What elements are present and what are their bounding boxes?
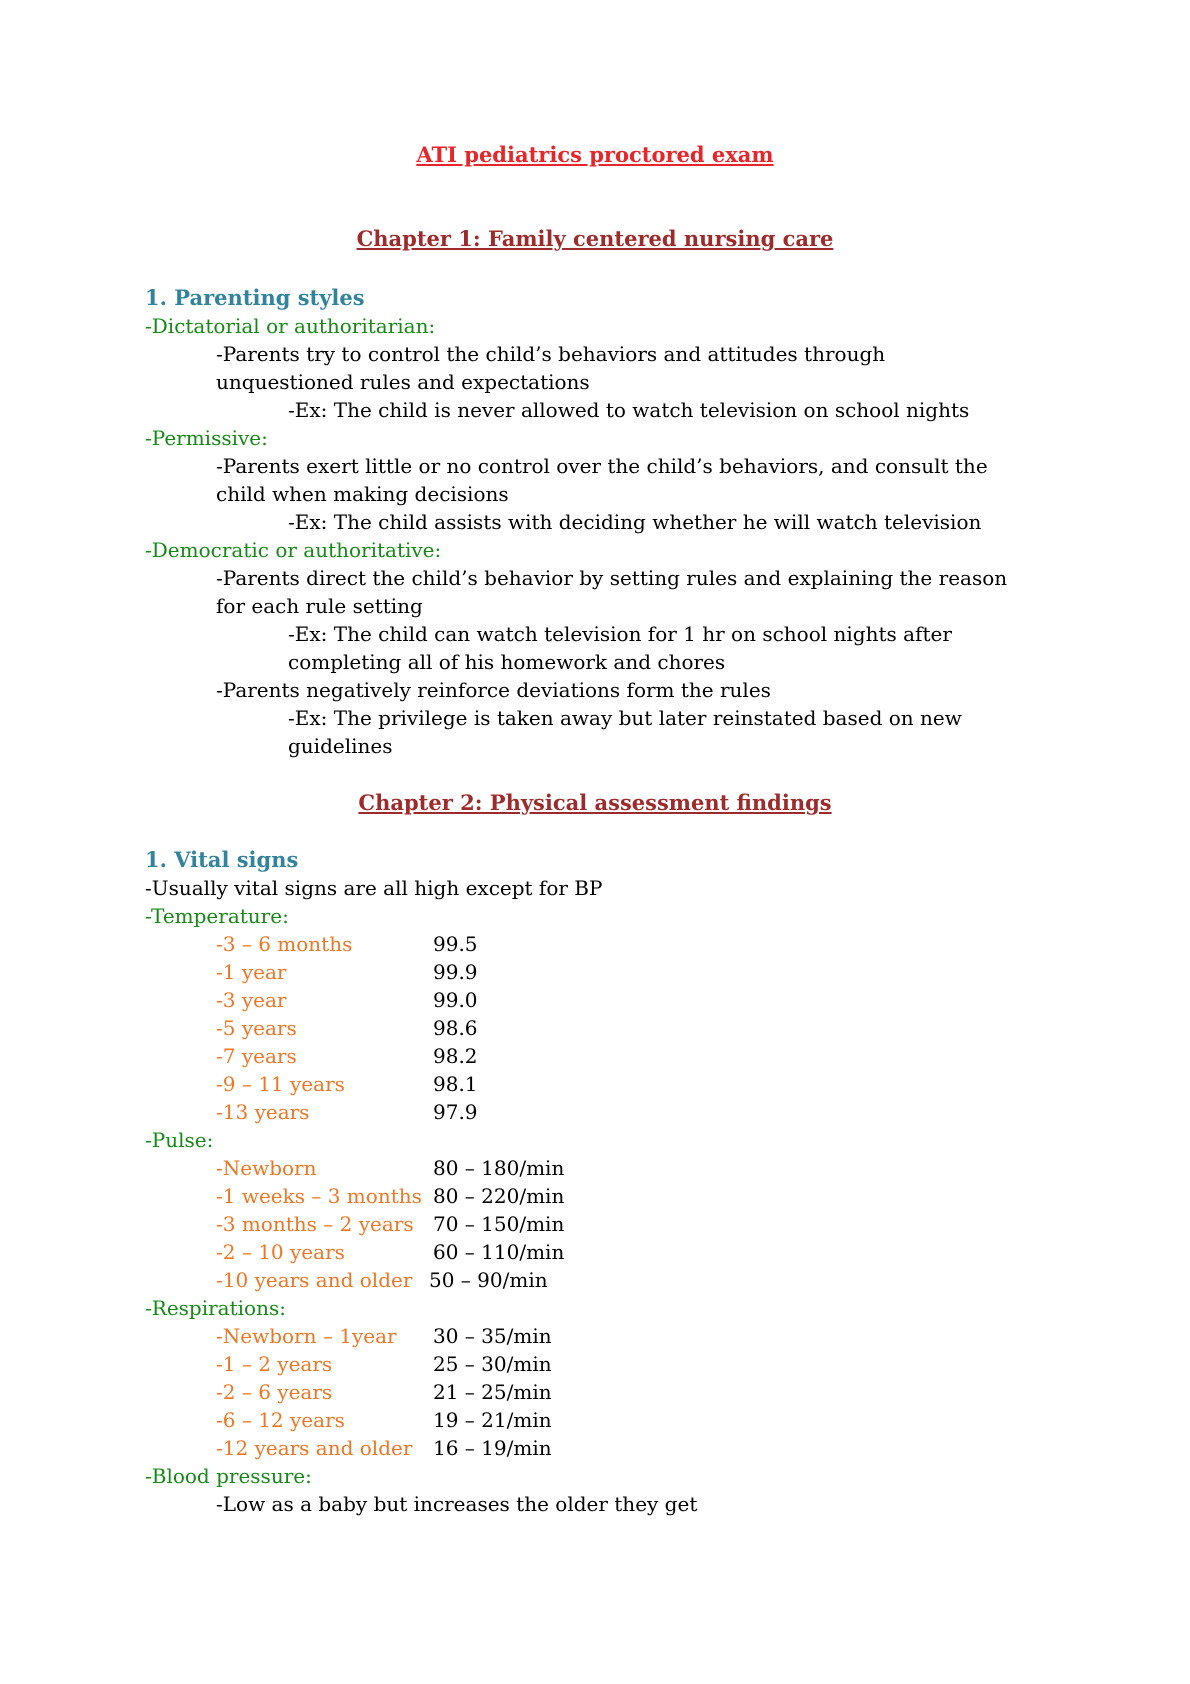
age-range-label: -2 – 6 years bbox=[216, 1380, 333, 1404]
age-range-label: -1 weeks – 3 months bbox=[216, 1184, 422, 1208]
vital-value: 70 – 150/min bbox=[433, 1212, 565, 1236]
vital-value: 60 – 110/min bbox=[433, 1240, 565, 1264]
vital-signs-note: -Usually vital signs are all high except for BP bbox=[145, 876, 603, 900]
age-range-label: -5 years bbox=[216, 1016, 297, 1040]
style-desc-line: -Parents exert little or no control over the child’s behaviors, and consult the bbox=[216, 454, 988, 478]
style-desc-line: for each rule setting bbox=[216, 594, 423, 618]
style-desc-line: -Parents direct the child’s behavior by setting rules and explaining the reason bbox=[216, 566, 1008, 590]
blood-pressure-desc: -Low as a baby but increases the older they get bbox=[216, 1492, 698, 1516]
vital-value: 19 – 21/min bbox=[433, 1408, 552, 1432]
style-desc-line: -Parents try to control the child’s behaviors and attitudes through bbox=[216, 342, 886, 366]
vital-value: 16 – 19/min bbox=[433, 1436, 552, 1460]
vital-value: 98.1 bbox=[433, 1072, 478, 1096]
pulse-label: -Pulse: bbox=[145, 1128, 214, 1152]
vital-value: 80 – 220/min bbox=[433, 1184, 565, 1208]
age-range-label: -7 years bbox=[216, 1044, 297, 1068]
vital-value: 98.2 bbox=[433, 1044, 478, 1068]
section-heading-vital-signs: 1. Vital signs bbox=[145, 847, 299, 872]
age-range-label: -1 – 2 years bbox=[216, 1352, 333, 1376]
vital-value: 99.0 bbox=[433, 988, 478, 1012]
age-range-label: -1 year bbox=[216, 960, 287, 984]
vital-value: 98.6 bbox=[433, 1016, 478, 1040]
vital-value: 50 – 90/min bbox=[429, 1268, 548, 1292]
vital-value: 99.5 bbox=[433, 932, 478, 956]
style-desc-line: -Parents negatively reinforce deviations form the rules bbox=[216, 678, 771, 702]
style-example-line: -Ex: The child can watch television for 1 hr on school nights after bbox=[288, 622, 952, 646]
age-range-label: -9 – 11 years bbox=[216, 1072, 345, 1096]
age-range-label: -2 – 10 years bbox=[216, 1240, 345, 1264]
document-title: ATI pediatrics proctored exam bbox=[416, 142, 774, 167]
vital-value: 30 – 35/min bbox=[433, 1324, 552, 1348]
respirations-label: -Respirations: bbox=[145, 1296, 286, 1320]
chapter-1-title: Chapter 1: Family centered nursing care bbox=[356, 226, 834, 251]
style-desc-line: child when making decisions bbox=[216, 482, 509, 506]
age-range-label: -10 years and older bbox=[216, 1268, 413, 1292]
style-example-line: -Ex: The child is never allowed to watch television on school nights bbox=[288, 398, 970, 422]
vital-value: 25 – 30/min bbox=[433, 1352, 552, 1376]
style-name-authoritarian: -Dictatorial or authoritarian: bbox=[145, 314, 436, 338]
age-range-label: -Newborn – 1year bbox=[216, 1324, 397, 1348]
age-range-label: -6 – 12 years bbox=[216, 1408, 345, 1432]
vital-value: 99.9 bbox=[433, 960, 478, 984]
age-range-label: -3 months – 2 years bbox=[216, 1212, 414, 1236]
age-range-label: -13 years bbox=[216, 1100, 310, 1124]
vital-value: 97.9 bbox=[433, 1100, 478, 1124]
style-example-line: completing all of his homework and chores bbox=[288, 650, 726, 674]
age-range-label: -3 year bbox=[216, 988, 287, 1012]
style-name-authoritative: -Democratic or authoritative: bbox=[145, 538, 442, 562]
style-example-line: -Ex: The child assists with deciding whether he will watch television bbox=[288, 510, 982, 534]
section-heading-parenting-styles: 1. Parenting styles bbox=[145, 285, 365, 310]
age-range-label: -Newborn bbox=[216, 1156, 317, 1180]
style-example-line: -Ex: The privilege is taken away but later reinstated based on new bbox=[288, 706, 962, 730]
vital-value: 21 – 25/min bbox=[433, 1380, 552, 1404]
blood-pressure-label: -Blood pressure: bbox=[145, 1464, 312, 1488]
style-name-permissive: -Permissive: bbox=[145, 426, 268, 450]
age-range-label: -3 – 6 months bbox=[216, 932, 353, 956]
temperature-label: -Temperature: bbox=[145, 904, 289, 928]
chapter-2-title: Chapter 2: Physical assessment findings bbox=[358, 790, 832, 815]
style-desc-line: unquestioned rules and expectations bbox=[216, 370, 590, 394]
vital-value: 80 – 180/min bbox=[433, 1156, 565, 1180]
style-example-line: guidelines bbox=[288, 734, 393, 758]
age-range-label: -12 years and older bbox=[216, 1436, 413, 1460]
